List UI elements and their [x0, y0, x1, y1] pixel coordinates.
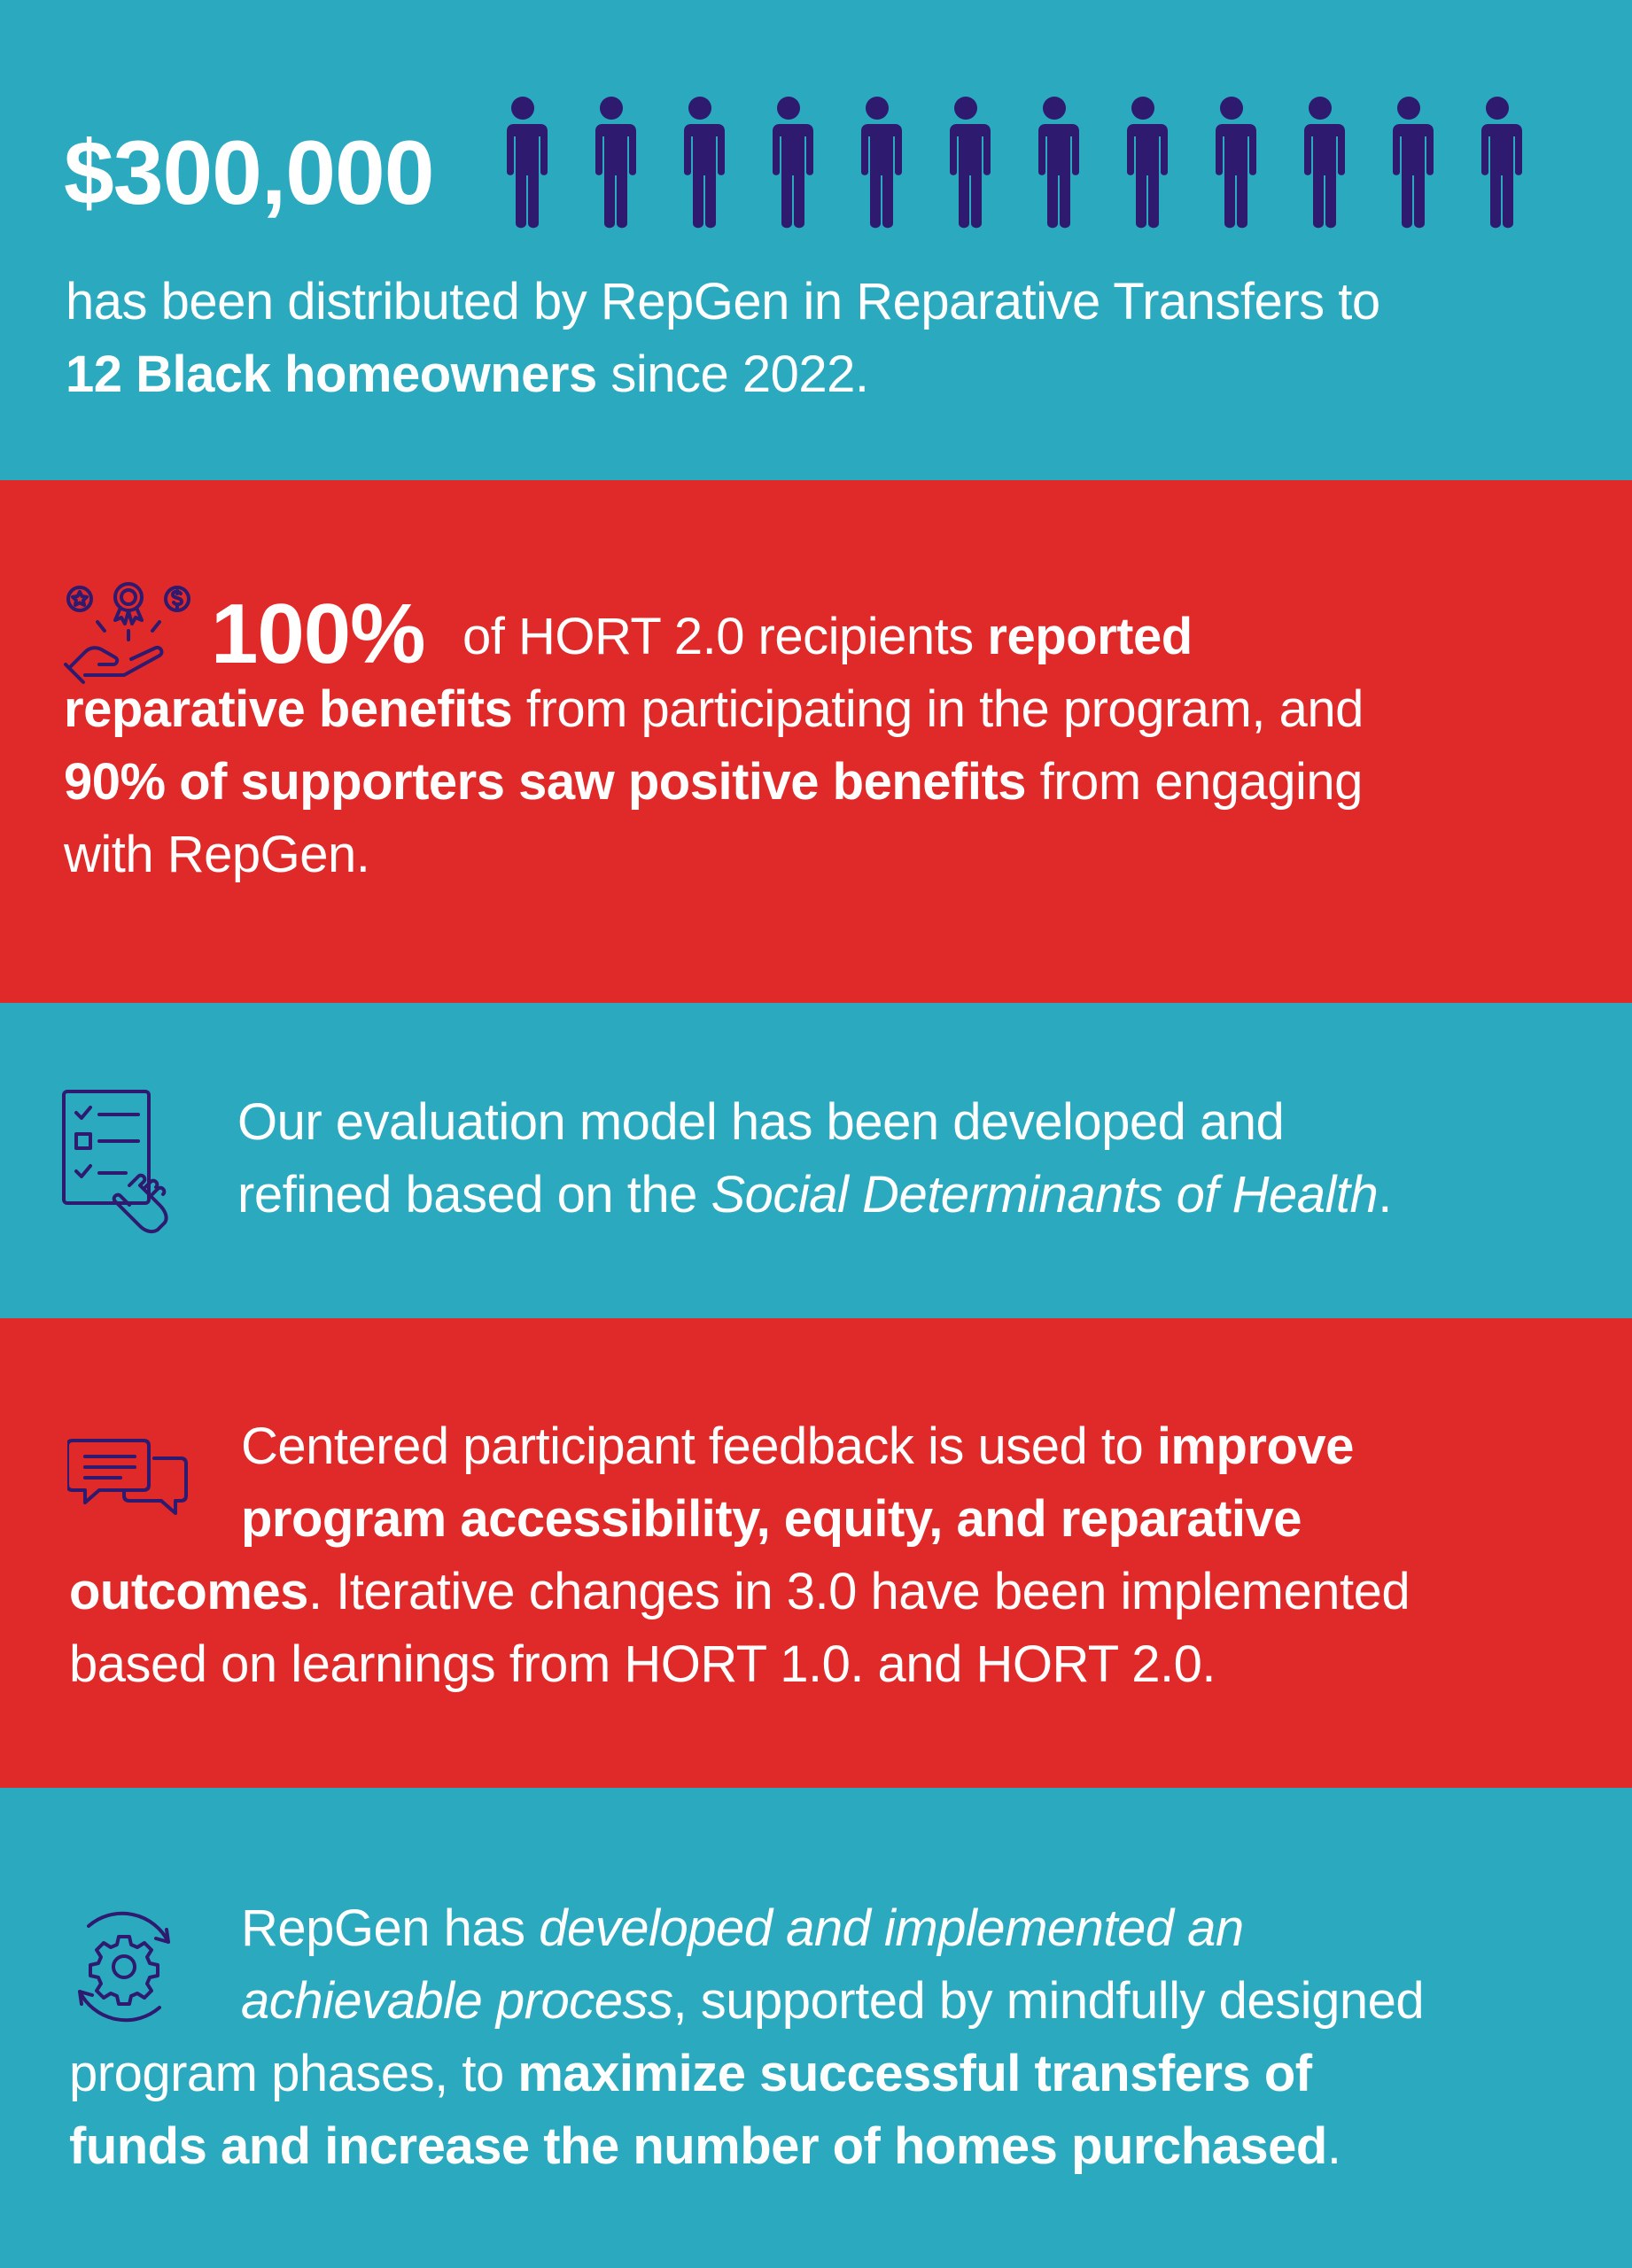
engaging-text: from engaging	[1026, 753, 1363, 811]
process-line-1	[241, 1892, 1244, 1965]
since-text: since 2022.	[596, 346, 869, 403]
final-period: .	[1326, 2117, 1341, 2175]
refined-text: refined based on the	[237, 1166, 711, 1223]
centered-text: Centered participant feedback is used to	[241, 1418, 1157, 1475]
person-icon	[567, 96, 656, 229]
person-icon	[656, 96, 744, 229]
section-feedback	[0, 1318, 1632, 1788]
section-process	[0, 1788, 1632, 2268]
process-line-3	[69, 2038, 1312, 2110]
person-icon	[1453, 96, 1542, 229]
feedback-line-4: based on learnings from HORT 1.0. and HORT 2.0.	[69, 1635, 1216, 1693]
people-row	[478, 96, 1542, 229]
achievable-italic: achievable process	[241, 1972, 673, 2030]
amount-heading: $300,000	[64, 122, 434, 223]
reparative-benefits-bold: reparative benefits	[64, 680, 513, 738]
benefits-line-2	[64, 673, 1364, 746]
feedback-line-2	[241, 1483, 1302, 1556]
distribution-line-2	[66, 338, 869, 411]
participating-text: from participating in the program, and	[512, 680, 1364, 738]
gear-cycle-icon	[62, 1905, 186, 2029]
homeowners-bold: 12 Black homeowners	[66, 346, 597, 403]
supported-text: , supported by mindfully designed	[672, 1972, 1425, 2030]
benefits-line-3	[64, 746, 1363, 819]
evaluation-line-2	[237, 1159, 1392, 1231]
feedback-line-3	[69, 1556, 1410, 1628]
iterative-text: . Iterative changes in 3.0 have been implemented	[307, 1563, 1411, 1620]
section-distribution	[0, 0, 1632, 480]
section-benefits	[0, 480, 1632, 1003]
process-line-2	[241, 1965, 1424, 2038]
outcomes-bold: outcomes	[69, 1563, 308, 1620]
feedback-line-1	[241, 1410, 1354, 1483]
distribution-line-1: has been distributed by RepGen in Reparative Transfers to	[66, 273, 1380, 330]
phases-text: program phases, to	[69, 2045, 518, 2102]
social-determinants-italic: Social Determinants of Health	[711, 1166, 1379, 1223]
evaluation-line-1: Our evaluation model has been developed and	[237, 1093, 1285, 1151]
award-hand-icon	[62, 579, 195, 686]
period-text: .	[1378, 1166, 1392, 1223]
recipients-text: of HORT 2.0 recipients	[462, 608, 988, 665]
funds-bold: funds and increase the number of homes purchased	[69, 2117, 1327, 2175]
supporters-bold: 90% of supporters saw positive benefits	[64, 753, 1027, 811]
benefits-line-1	[462, 601, 1193, 673]
person-icon	[1187, 96, 1276, 229]
person-icon	[1010, 96, 1099, 229]
person-icon	[1276, 96, 1364, 229]
person-icon	[1364, 96, 1453, 229]
section-evaluation	[0, 1003, 1632, 1318]
person-icon	[833, 96, 921, 229]
checklist-icon	[60, 1088, 193, 1239]
chat-bubbles-icon	[67, 1435, 191, 1524]
reported-bold: reported	[987, 608, 1193, 665]
person-icon	[744, 96, 833, 229]
developed-italic: developed and implemented an	[539, 1899, 1244, 1957]
improve-bold: improve	[1156, 1418, 1354, 1475]
benefits-line-4: with RepGen.	[64, 826, 370, 883]
repgen-has-text: RepGen has	[241, 1899, 540, 1957]
maximize-bold: maximize successful transfers of	[517, 2045, 1312, 2102]
person-icon	[1099, 96, 1187, 229]
percent-heading: 100%	[211, 586, 425, 681]
accessibility-bold: program accessibility, equity, and reparative	[241, 1490, 1302, 1548]
person-icon	[921, 96, 1010, 229]
process-line-4	[69, 2110, 1341, 2183]
person-icon	[478, 96, 567, 229]
